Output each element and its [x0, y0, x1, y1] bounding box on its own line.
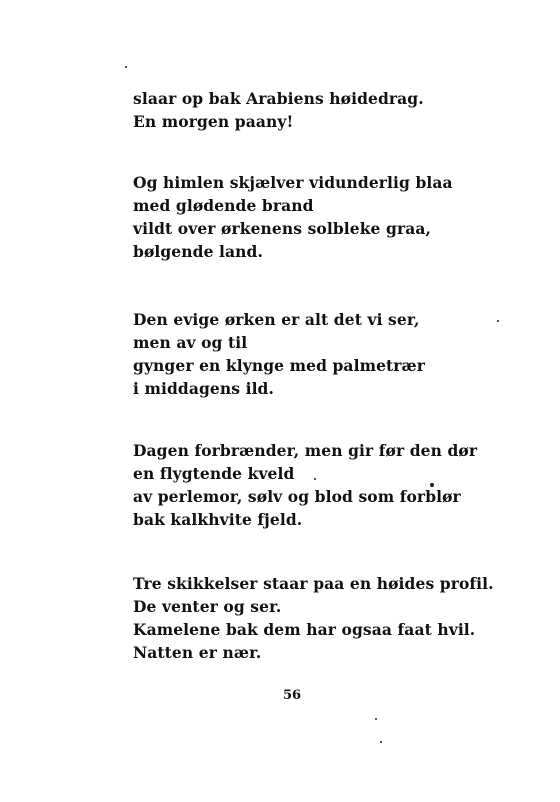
scan-speck: [314, 478, 316, 480]
poem-line: bak kalkhvite fjeld.: [133, 510, 303, 529]
page-number: 56: [282, 688, 302, 703]
scan-speck: [430, 483, 434, 487]
stanza: [133, 171, 453, 263]
poem-line: men av og til: [133, 333, 248, 352]
poem-line: Dagen forbrænder, men gir før den dør: [133, 441, 478, 460]
scan-speck: [380, 741, 382, 743]
poem-line: De venter og ser.: [133, 597, 282, 616]
stanza: [133, 308, 425, 400]
poem-line: En morgen paany!: [133, 112, 294, 131]
stanza: [133, 572, 494, 664]
poem-line: Natten er nær.: [133, 643, 262, 662]
poem-line: slaar op bak Arabiens høidedrag.: [133, 89, 424, 108]
poem-line: Kamelene bak dem har ogsaa faat hvil.: [133, 620, 476, 639]
scan-speck: [375, 718, 377, 720]
poem-line: vildt over ørkenens solbleke graa,: [133, 219, 431, 238]
poem-line: Den evige ørken er alt det vi ser,: [133, 310, 420, 329]
scan-speck: [125, 66, 127, 68]
poem-line: gynger en klynge med palmetrær: [133, 356, 426, 375]
stanza: [133, 439, 477, 531]
poem-line: bølgende land.: [133, 242, 263, 261]
poem-line: en flygtende kveld: [133, 464, 295, 483]
stanza: [133, 87, 424, 133]
poem-line: Og himlen skjælver vidunderlig blaa: [133, 173, 453, 192]
poem-line: Tre skikkelser staar paa en høides profil.: [133, 574, 494, 593]
scan-speck: [497, 320, 499, 322]
poem-line: i middagens ild.: [133, 379, 274, 398]
poem-line: med glødende brand: [133, 196, 314, 215]
poem-line: av perlemor, sølv og blod som forblør: [133, 487, 461, 506]
